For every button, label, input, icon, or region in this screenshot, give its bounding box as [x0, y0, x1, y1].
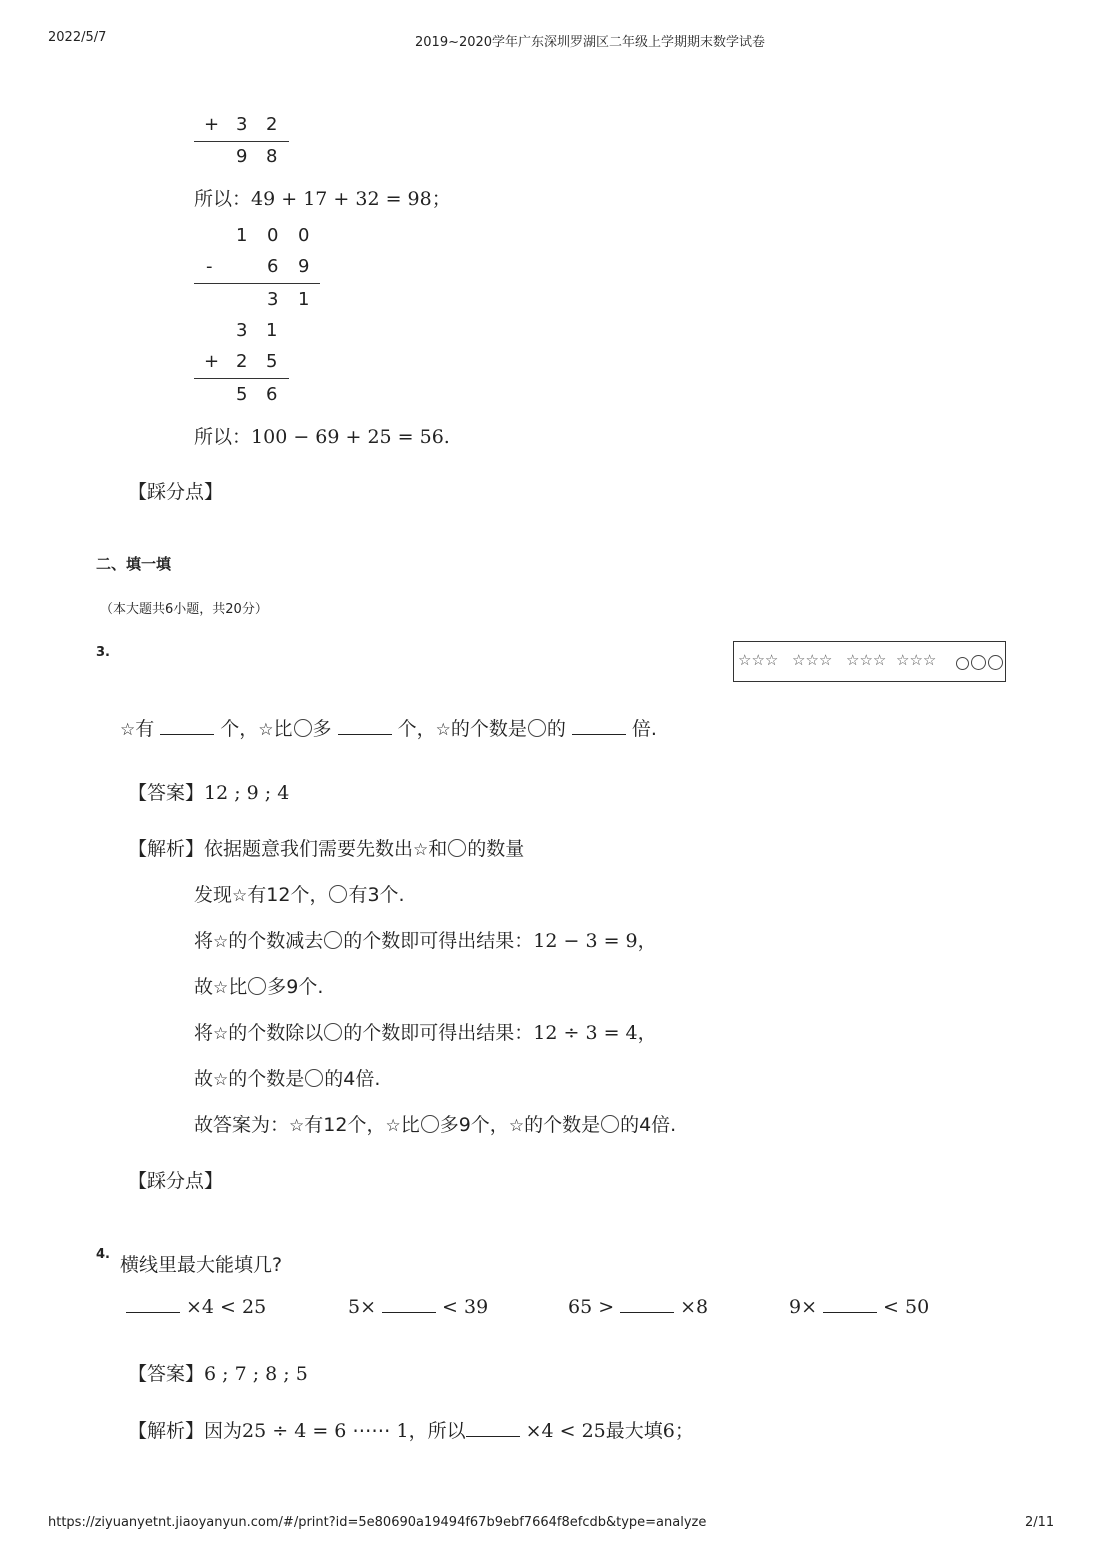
operator: -	[206, 256, 213, 277]
q3-answer	[128, 778, 289, 805]
digit: 3	[267, 289, 279, 310]
operator: +	[204, 351, 220, 372]
math-expression: 25 ÷ 4 = 6 ⋯⋯ 1	[242, 1420, 409, 1442]
calc1-operand-row	[196, 114, 296, 136]
answer-blank[interactable]	[823, 1311, 877, 1313]
print-date: 2022/5/7	[48, 30, 107, 45]
digit: 1	[266, 320, 278, 341]
answer-label: 【答案】	[128, 1363, 205, 1385]
q3-question: ☆有 个，☆比 多 个，☆的个数是 的 倍.	[120, 718, 657, 740]
digit: 5	[236, 384, 248, 405]
calc2-result-row	[196, 289, 326, 311]
q4-item-4: 9× < 50	[789, 1296, 930, 1318]
answer-label: 【答案】	[128, 782, 205, 804]
analysis-label: 【解析】	[128, 838, 205, 860]
digit: 3	[236, 320, 248, 341]
star-group: ☆☆☆	[792, 651, 833, 669]
math-expression: 100 − 69 + 25 = 56.	[251, 426, 450, 448]
circle-icon	[988, 655, 1003, 670]
star-icon: ☆	[213, 1070, 229, 1090]
star-icon: ☆	[213, 1024, 229, 1044]
q4-question: 横线里最大能填几?	[120, 1254, 283, 1276]
q3-analysis-line4: 将☆的个数除以 的个数即可得出结果：12 ÷ 3 = 4，	[194, 1022, 657, 1044]
digit: 0	[298, 225, 310, 246]
circle-icon	[294, 719, 312, 737]
question-number: 3.	[96, 645, 110, 660]
circle-icon	[601, 1115, 619, 1133]
answer-blank[interactable]	[382, 1311, 436, 1313]
calc-rule	[194, 378, 289, 379]
q4-analysis: 【解析】因为25 ÷ 4 = 6 ⋯⋯ 1，所以 ×4 < 25最大填6；	[128, 1420, 694, 1442]
math-expression: 12 ÷ 3 = 4	[533, 1022, 638, 1044]
analysis-label: 【解析】	[128, 1420, 205, 1442]
star-icon: ☆	[120, 720, 136, 740]
q3-points-label: 【踩分点】	[128, 1170, 224, 1192]
star-group: ☆☆☆	[846, 651, 887, 669]
calc3-add-row	[196, 351, 296, 373]
page-url: https://ziyuanyetnt.jiaoyanyun.com/#/print?id=5e80690a19494f67b9ebf7664f8efcdb&type=analyze	[48, 1515, 707, 1530]
calc1-result-row	[196, 146, 296, 168]
digit: 6	[267, 256, 279, 277]
calc3-conclusion: 所以：100 − 69 + 25 = 56.	[194, 426, 450, 448]
calc-rule	[194, 283, 320, 284]
star-group: ☆☆☆	[896, 651, 937, 669]
answer-blank[interactable]	[466, 1435, 520, 1437]
circle-icon	[324, 1023, 342, 1041]
star-icon: ☆	[435, 720, 451, 740]
answer-blank[interactable]	[126, 1311, 180, 1313]
circle-icon	[305, 1069, 323, 1087]
digit: 2	[236, 351, 248, 372]
star-group: ☆☆☆	[738, 651, 779, 669]
circle-icon	[971, 655, 986, 670]
q4-item-1: ×4 < 25	[126, 1296, 266, 1318]
q4-answer	[128, 1359, 308, 1386]
calc3-top-row	[196, 320, 296, 342]
q2-points-label: 【踩分点】	[128, 481, 224, 503]
q4-item-2: 5× < 39	[348, 1296, 489, 1318]
calc2-sub-row	[196, 256, 326, 278]
digit: 3	[236, 114, 248, 135]
digit: 5	[266, 351, 278, 372]
digit: 0	[267, 225, 279, 246]
circle-icon	[528, 719, 546, 737]
digit: 1	[298, 289, 310, 310]
calc1-conclusion: 所以：49 + 17 + 32 = 98；	[194, 188, 451, 210]
q3-analysis-line3: 故☆比 多9个.	[194, 976, 324, 998]
calc2-top-row	[196, 225, 326, 247]
star-icon: ☆	[232, 886, 248, 906]
q3-analysis-intro: 【解析】依据题意我们需要先数出☆和 的数量	[128, 838, 525, 860]
calc3-result-row	[196, 384, 296, 406]
section-title: 二、填一填	[96, 555, 172, 573]
calc-rule	[194, 141, 289, 142]
document-title: 2019~2020学年广东深圳罗湖区二年级上学期期末数学试卷	[415, 35, 766, 50]
digit: 2	[266, 114, 278, 135]
star-icon: ☆	[413, 840, 429, 860]
circle-group	[955, 654, 1004, 672]
section-note: （本大题共6小题，共20分）	[100, 602, 268, 617]
question-number: 4.	[96, 1247, 110, 1262]
answer-blank[interactable]	[620, 1311, 674, 1313]
digit: 1	[236, 225, 248, 246]
star-icon: ☆	[258, 720, 274, 740]
digit: 6	[266, 384, 278, 405]
q3-analysis-line1: 发现☆有12个， 有3个.	[194, 884, 405, 906]
answer-value: 12 ; 9 ; 4	[204, 782, 290, 804]
answer-blank[interactable]	[338, 733, 392, 735]
digit: 9	[298, 256, 310, 277]
answer-blank[interactable]	[160, 733, 214, 735]
circle-icon	[324, 931, 342, 949]
answer-value: 6 ; 7 ; 8 ; 5	[204, 1363, 308, 1385]
operator: +	[204, 114, 220, 135]
page-number: 2/11	[1025, 1515, 1055, 1530]
math-expression: 49 + 17 + 32 = 98	[251, 188, 432, 210]
q4-item-3: 65 > ×8	[568, 1296, 709, 1318]
digit: 8	[266, 146, 278, 167]
math-expression: 12 − 3 = 9	[533, 930, 638, 952]
digit: 9	[236, 146, 248, 167]
circle-icon	[329, 885, 347, 903]
q3-analysis-line2: 将☆的个数减去 的个数即可得出结果：12 − 3 = 9，	[194, 930, 657, 952]
star-icon: ☆	[213, 932, 229, 952]
star-icon: ☆	[289, 1116, 305, 1136]
circle-icon	[421, 1115, 439, 1133]
star-icon: ☆	[508, 1116, 525, 1136]
q3-analysis-line5: 故☆的个数是 的4倍.	[194, 1068, 381, 1090]
circle-icon	[448, 839, 466, 857]
star-icon: ☆	[385, 1116, 401, 1136]
answer-blank[interactable]	[572, 733, 626, 735]
star-icon: ☆	[213, 978, 229, 998]
circle-icon	[956, 657, 969, 670]
symbols-figure	[733, 641, 1006, 682]
q3-analysis-line6: 故答案为：☆有12个，☆比 多9个，☆的个数是 的4倍.	[194, 1114, 677, 1136]
circle-icon	[248, 977, 266, 995]
